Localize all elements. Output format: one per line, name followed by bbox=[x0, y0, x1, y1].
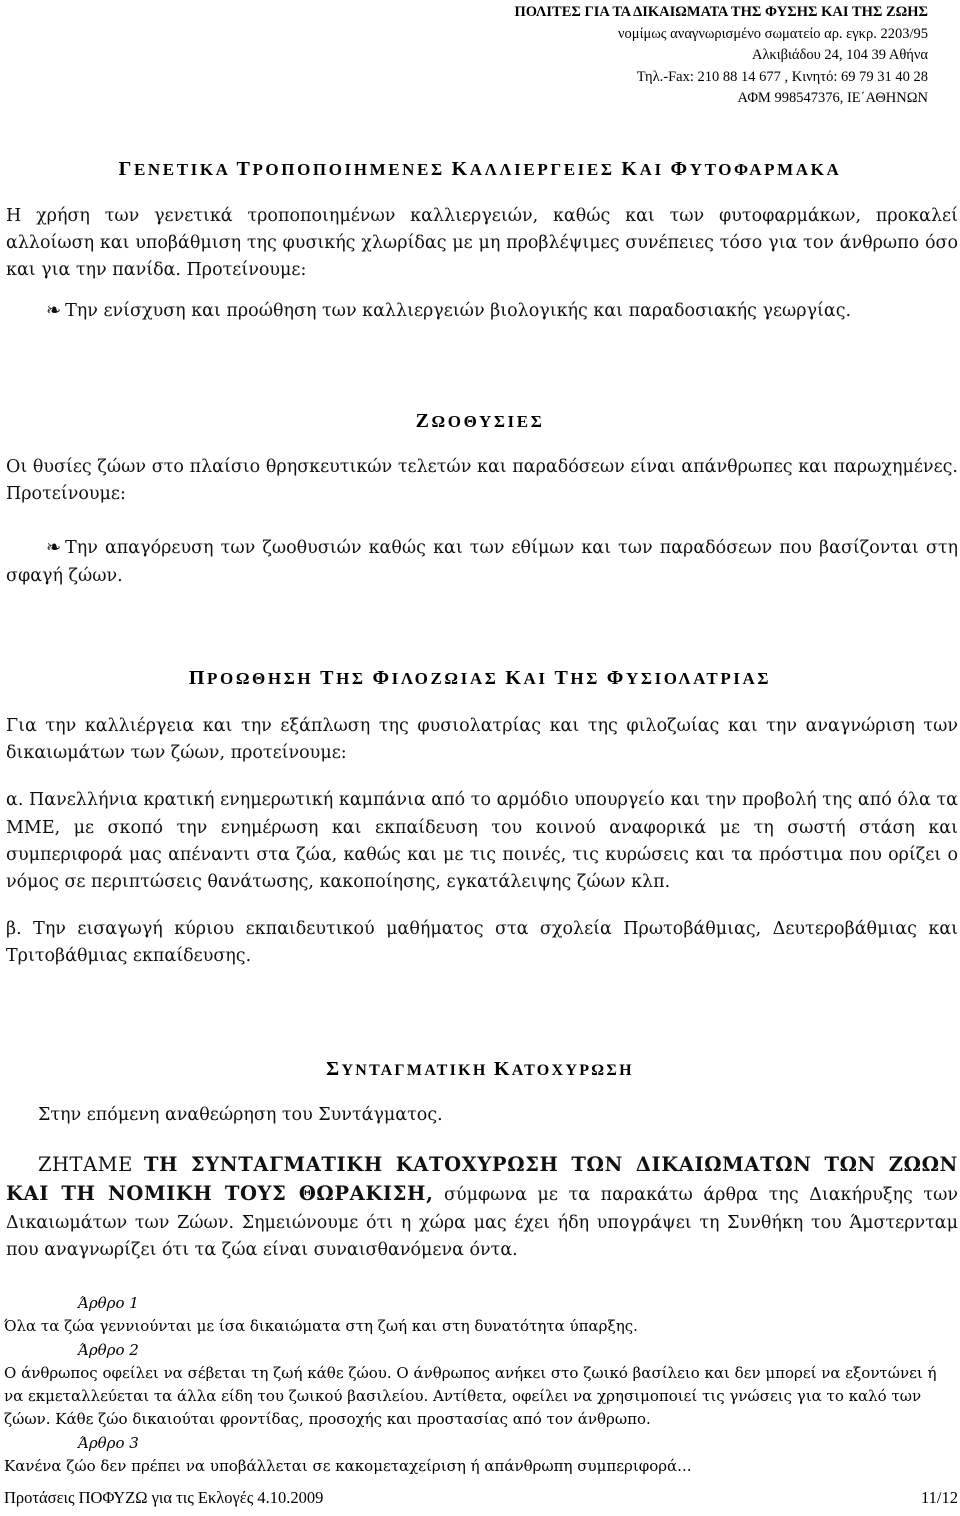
section-title-animal-love: ΠΡΟΩΘΗΣΗ ΤΗΣ ΦΙΛΟΖΩΙΑΣ ΚΑΙ ΤΗΣ ΦΥΣΙΟΛΑΤΡΙΑΣ bbox=[188, 667, 772, 689]
org-name: ΠΟΛΙΤΕΣ ΓΙΑ ΤΑ ΔΙΚΑΙΩΜΑΤΑ ΤΗΣ ΦΥΣΗΣ ΚΑΙ ΤΗΣ ΖΩΗΣ bbox=[514, 4, 928, 20]
section-title-constitution: ΣΥΝΤΑΓΜΑΤΙΚΗ ΚΑΤΟΧΥΡΩΣΗ bbox=[326, 1058, 634, 1080]
section-animal-love-body bbox=[6, 713, 958, 971]
paragraph: Στην επόμενη αναθεώρηση του Συντάγματος. bbox=[38, 1105, 443, 1125]
proposal-a: α. Πανελλήνια κρατική ενημερωτική καμπάνια από το αρμόδιο υπουργείο και την προβολή της από όλα τα ΜΜΕ, με σκοπό την ενημέρωση και εκπαίδευση του κοινού αναφορικά με τη σωστή στάση και συμπεριφορά μας απέναντι στα ζώα, καθώς και με τις ποινές, τις κυρώσεις και τα πρόστιμα που ορίζει ο νόμος σε περιπτώσεις θανάτωσης, κακοποίησης, εγκατάλειψης ζώων κλπ. bbox=[6, 790, 958, 893]
section-sacrifice-body bbox=[6, 454, 958, 590]
article-text: Όλα τα ζώα γεννιούνται με ίσα δικαιώματα στη ζωή και στη δυνατότητα ύπαρξης. bbox=[4, 1317, 638, 1336]
proposal-b: β. Την εισαγωγή κύριου εκπαιδευτικού μαθήματος στα σχολεία Πρωτοβάθμιας, Δευτεροβάθμιας και Τριτοβάθμιας εκπαίδευσης. bbox=[6, 919, 958, 967]
org-address: Αλκιβιάδου 24, 104 39 Αθήνα bbox=[752, 47, 928, 63]
page-number: 11/12 bbox=[921, 1488, 958, 1507]
section-gmo-body bbox=[6, 203, 958, 325]
org-tax-id: ΑΦΜ 998547376, ΙΕ΄ΑΘΗΝΩΝ bbox=[737, 90, 928, 106]
article-title: Άρθρο 3 bbox=[78, 1433, 139, 1452]
article-text: Κανένα ζώο δεν πρέπει να υποβάλλεται σε κακομεταχείριση ή απάνθρωπη συμπεριφορά... bbox=[4, 1457, 692, 1476]
demand-prefix: ΖΗΤΑΜΕ bbox=[38, 1153, 133, 1177]
section-title-gmo: ΓΕΝΕΤΙΚΑ ΤΡΟΠΟΠΟΙΗΜΕΝΕΣ ΚΑΛΛΙΕΡΓΕΙΕΣ ΚΑΙ ΦΥΤΟΦΑΡΜΑΚΑ bbox=[118, 158, 842, 180]
demand-bold: ΤΗ ΣΥΝΤΑΓΜΑΤΙΚΗ ΚΑΤΟΧΥΡΩΣΗ ΤΩΝ ΔΙΚΑΙΩΜΑΤΩΝ ΤΩΝ ΖΩΩΝ ΚΑΙ ΤΗ ΝΟΜΙΚΗ ΤΟΥΣ ΘΩΡΑΚΙΣΗ, bbox=[6, 1153, 958, 1206]
demand-paragraph bbox=[6, 1151, 958, 1264]
org-registration: νομίμως αναγνωρισμένο σωματείο αρ. εγκρ. 2203/95 bbox=[618, 25, 928, 42]
demand-rest: σύμφωνα με τα παρακάτω άρθρα της Διακήρυξης των Δικαιωμάτων των Ζώων. Σημειώνουμε ότι η χώρα μας έχει ήδη υπογράψει τη Συνθήκη του Άμστερνταμ που αναγνωρίζει ότι τα ζώα είναι συναισθανόμενα όντα. bbox=[6, 1185, 958, 1260]
article-title: Άρθρο 1 bbox=[78, 1294, 139, 1312]
page-footer bbox=[4, 1488, 958, 1508]
bullet-item: ❧ Την ενίσχυση και προώθηση των καλλιεργειών βιολογικής και παραδοσιακής γεωργίας. bbox=[6, 297, 958, 325]
article-text: Ο άνθρωπος οφείλει να σέβεται τη ζωή κάθε ζώου. Ο άνθρωπος ανήκει στο ζωικό βασίλειο και δεν μπορεί να εξοντώνει ή να εκμεταλλεύεται τα άλλα είδη του ζωικού βασιλείου. Αντίθετα, οφείλει να χρησιμοποιεί τις γνώσεις για το καλό των ζώων. Κάθε ζώο δικαιούται φροντίδας, προσοχής και προστασίας από τον άνθρωπο. bbox=[4, 1363, 937, 1429]
paragraph: Η χρήση των γενετικά τροποποιημένων καλλιεργειών, καθώς και των φυτοφαρμάκων, προκαλεί αλλοίωση και υποβάθμιση της φυσικής χλωρίδας με μη προβλέψιμες συνέπειες τόσο για τον άνθρωπο όσο και για την πανίδα. Προτείνουμε: bbox=[6, 206, 958, 281]
letterhead bbox=[515, 2, 929, 110]
paragraph: Για την καλλιέργεια και την εξάπλωση της φυσιολατρίας και της φιλοζωίας και την αναγνώριση των δικαιωμάτων των ζώων, προτείνουμε: bbox=[6, 716, 958, 764]
section-title-animal-sacrifice: ΖΩΟΘΥΣΙΕΣ bbox=[415, 410, 545, 432]
bullet-item: ❧ Την απαγόρευση των ζωοθυσιών καθώς και των εθίμων και των παραδόσεων που βασίζονται στη σφαγή ζώων. bbox=[6, 534, 958, 589]
article-title: Άρθρο 2 bbox=[78, 1340, 139, 1359]
articles bbox=[4, 1292, 958, 1478]
footer-title: Προτάσεις ΠΟΦΥΖΩ για τις Εκλογές 4.10.2009 bbox=[4, 1488, 324, 1507]
org-phones: Τηλ.-Fax: 210 88 14 677 , Κινητό: 69 79 31 40 28 bbox=[636, 68, 928, 85]
paragraph: Οι θυσίες ζώων στο πλαίσιο θρησκευτικών τελετών και παραδόσεων είναι απάνθρωπες και παρωχημένες. Προτείνουμε: bbox=[6, 457, 958, 505]
section-constitution-body bbox=[6, 1102, 958, 1264]
